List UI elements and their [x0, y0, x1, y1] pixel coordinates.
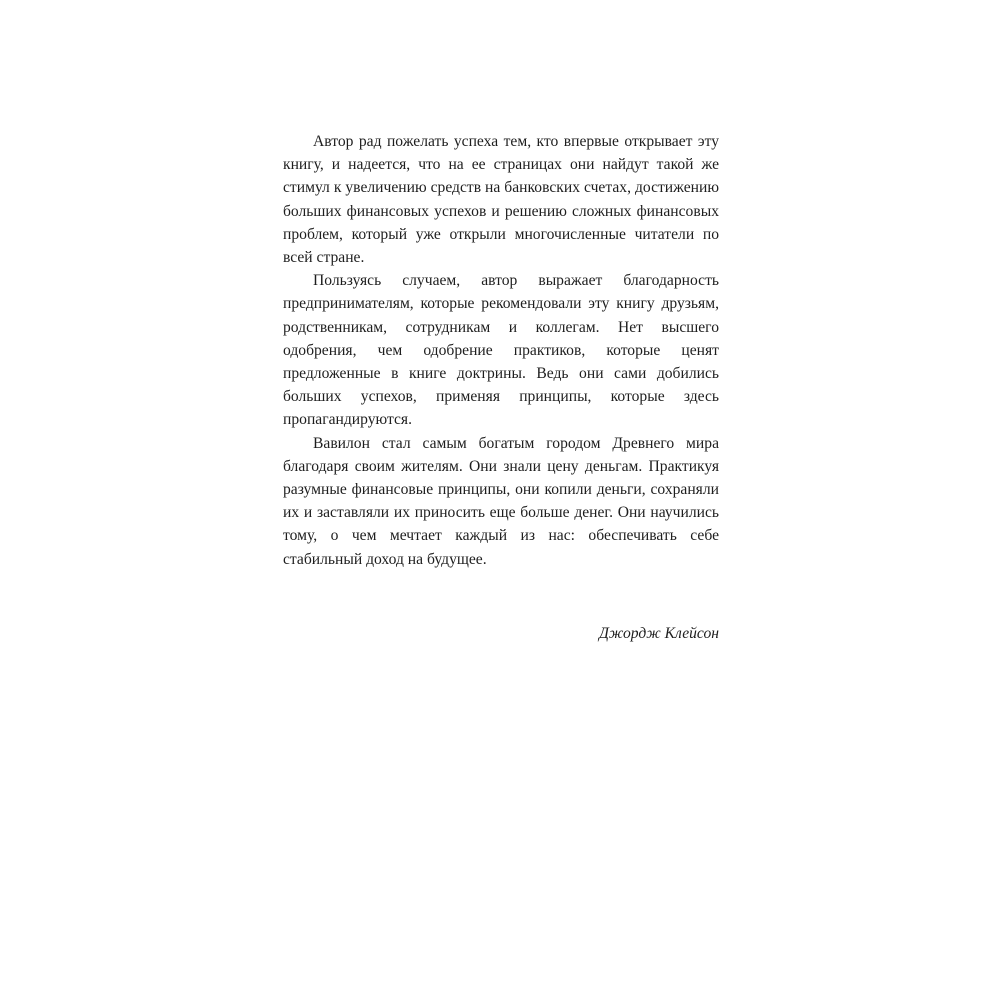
author-signature: Джордж Клейсон: [598, 625, 719, 642]
paragraph-1: Автор рад пожелать успеха тем, кто впервые открывает эту книгу, и надеется, что на ее страницах они найдут такой же стимул к увеличению средств на банковских счетах, достижению больших финансовых успехов и решению сложных финансовых проблем, который уже открыли многочисленные читатели по всей стране.: [283, 133, 719, 267]
paragraph-2: Пользуясь случаем, автор выражает благодарность предпринимателям, которые рекомендовали эту книгу друзьям, родственникам, сотрудникам и коллегам. Нет высшего одобрения, чем одобрение практиков, которые ценят предложенные в книге доктрины. Ведь они сами добились больших успехов, применяя принципы, которые здесь пропагандируются.: [283, 272, 719, 429]
paragraph-3: Вавилон стал самым богатым городом Древнего мира благодаря своим жителям. Они знали цену деньгам. Практикуя разумные финансовые принципы, они копили деньги, сохраняли их и заставляли их приносить еще больше денег. Они научились тому, о чем мечтает каждый из нас: обеспечивать себе стабильный доход на будущее.: [283, 434, 719, 568]
body-text: [283, 130, 719, 571]
